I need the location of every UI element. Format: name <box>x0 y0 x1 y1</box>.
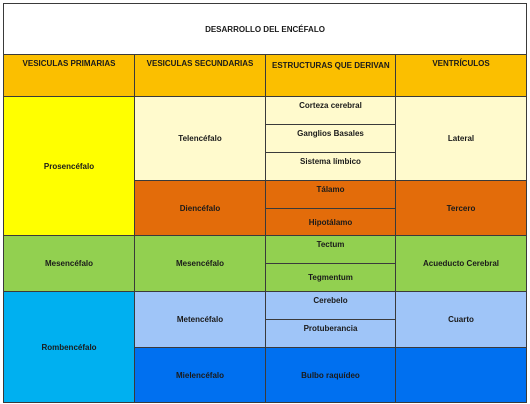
ventriculo-acueducto-cerebral: Acueducto Cerebral <box>395 235 527 292</box>
estructura-protuberancia: Protuberancia <box>265 319 396 348</box>
estructura-corteza-cerebral: Corteza cerebral <box>265 96 396 125</box>
primaria-prosencefalo: Prosencéfalo <box>3 96 135 236</box>
header-ventriculos: VENTRÍCULOS <box>395 54 527 97</box>
ventriculo-empty <box>395 347 527 403</box>
ventriculo-cuarto: Cuarto <box>395 291 527 348</box>
estructura-ganglios-basales: Ganglios Basales <box>265 124 396 153</box>
estructura-sistema-limbico: Sistema límbico <box>265 152 396 181</box>
estructura-bulbo-raquideo: Bulbo raquídeo <box>265 347 396 403</box>
secundaria-metencefalo: Metencéfalo <box>134 291 266 348</box>
estructura-tectum: Tectum <box>265 235 396 264</box>
header-vesiculas-secundarias: VESICULAS SECUNDARIAS <box>134 54 266 97</box>
secundaria-telencefalo: Telencéfalo <box>134 96 266 181</box>
header-vesiculas-primarias: VESICULAS PRIMARIAS <box>3 54 135 97</box>
ventriculo-tercero: Tercero <box>395 180 527 236</box>
primaria-rombencefalo: Rombencéfalo <box>3 291 135 403</box>
secundaria-diencefalo: Diencéfalo <box>134 180 266 236</box>
ventriculo-lateral: Lateral <box>395 96 527 181</box>
estructura-tegmentum: Tegmentum <box>265 263 396 292</box>
primaria-mesencefalo: Mesencéfalo <box>3 235 135 292</box>
secundaria-mesencefalo: Mesencéfalo <box>134 235 266 292</box>
table-title: DESARROLLO DEL ENCÉFALO <box>3 3 527 55</box>
estructura-cerebelo: Cerebelo <box>265 291 396 320</box>
estructura-hipotalamo: Hipotálamo <box>265 208 396 236</box>
header-estructuras: ESTRUCTURAS QUE DERIVAN <box>265 54 396 97</box>
estructura-talamo: Tálamo <box>265 180 396 209</box>
secundaria-mielencefalo: Mielencéfalo <box>134 347 266 403</box>
